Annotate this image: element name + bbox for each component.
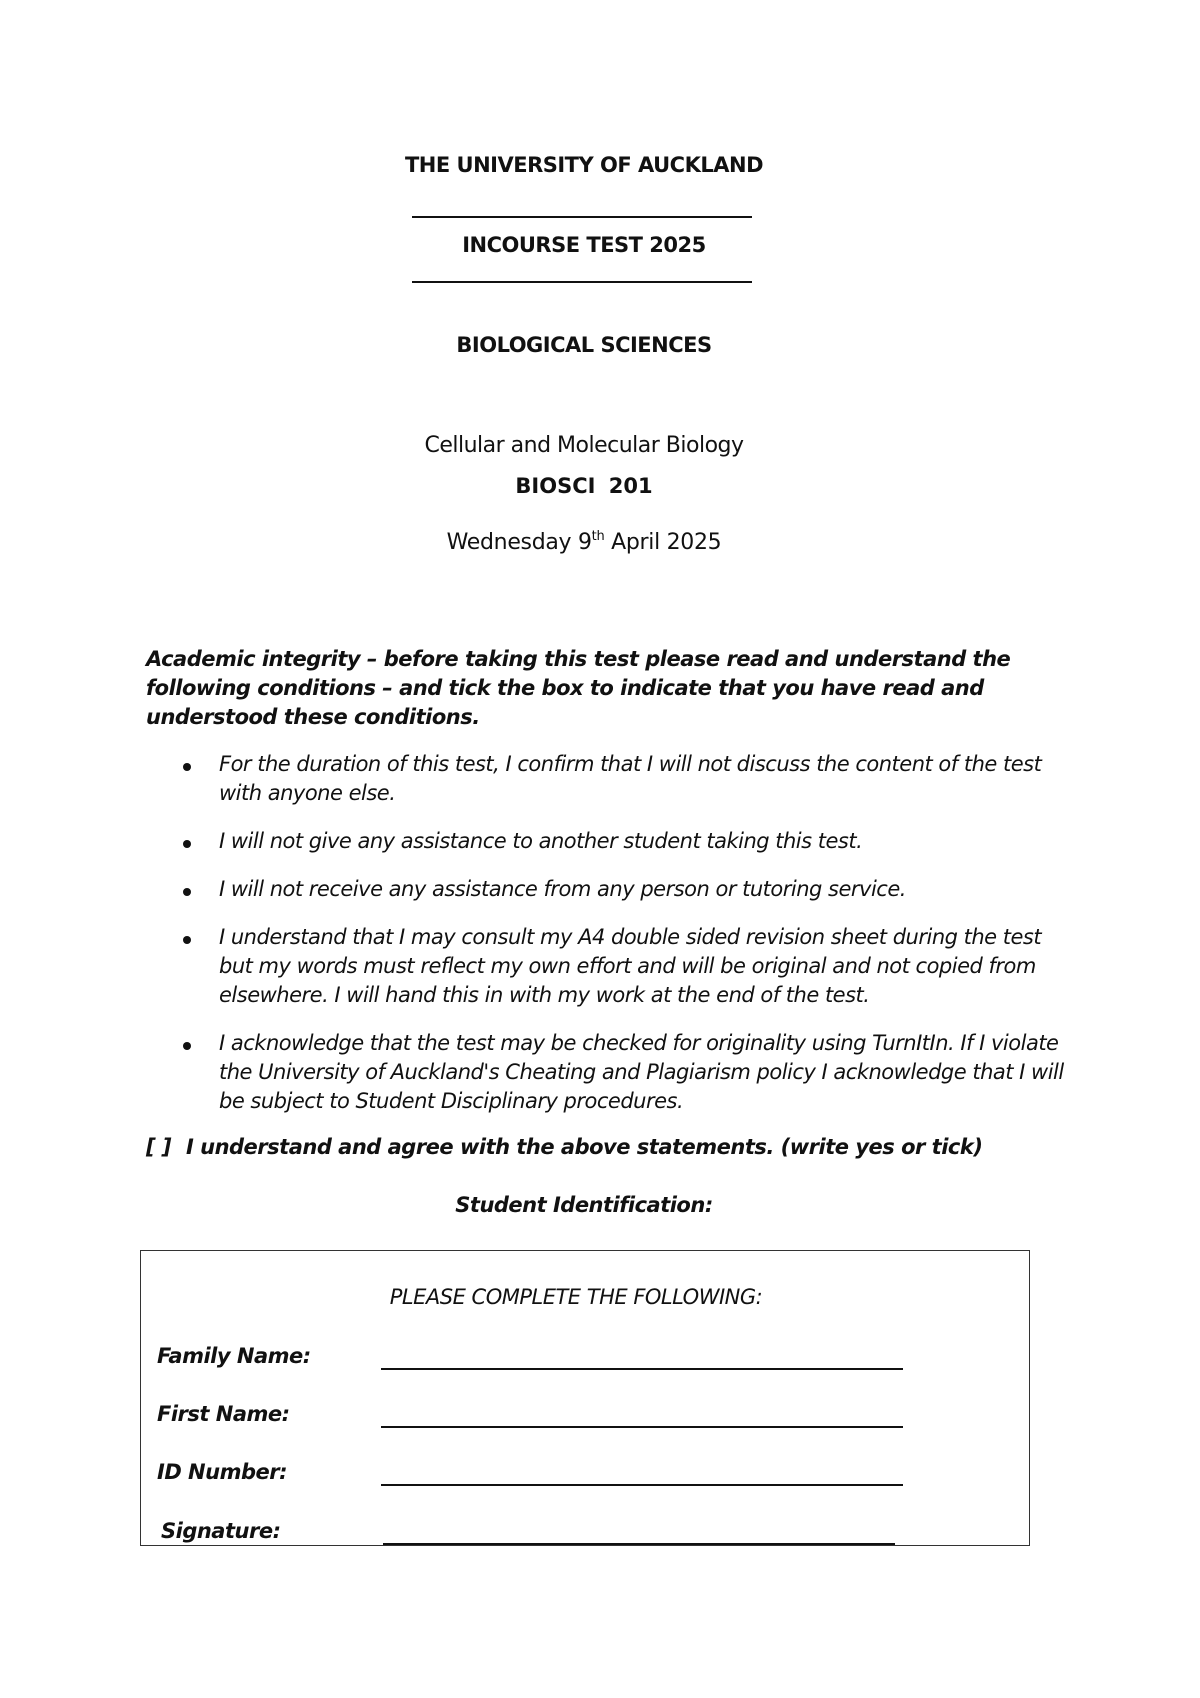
first-name-label: First Name: [157, 1402, 290, 1426]
date-suffix: th [591, 529, 605, 544]
id-number-label: ID Number: [157, 1460, 287, 1484]
condition-text: I will not receive any assistance from any person or tutoring service. [219, 877, 906, 901]
agreement-statement [146, 1135, 1106, 1159]
id-number-field[interactable] [381, 1484, 903, 1486]
student-identification-heading: Student Identification: [455, 1193, 713, 1217]
agreement-text: I understand and agree with the above statements. (write yes or tick) [186, 1135, 983, 1159]
integrity-conditions-list [146, 750, 1076, 1135]
integrity-heading: Academic integrity – before taking this test please read and understand the following conditions – and tick the box to indicate that you have read and understood these conditions. [146, 647, 1011, 729]
university-title: THE UNIVERSITY OF AUCKLAND [404, 153, 764, 177]
condition-text: I will not give any assistance to another student taking this test. [219, 829, 863, 853]
condition-text: I acknowledge that the test may be checked for originality using TurnItIn. If I violate the University of Auckland's Cheating and Plagiarism policy I acknowledge that I will be subject to Student Disciplinary procedures. [219, 1031, 1064, 1113]
bullet-icon [183, 763, 191, 771]
bullet-icon [183, 936, 191, 944]
bullet-icon [183, 1042, 191, 1050]
condition-text: For the duration of this test, I confirm that I will not discuss the content of the test with anyone else. [219, 752, 1042, 805]
header-divider-bottom [412, 281, 752, 283]
student-details-form [140, 1250, 1030, 1546]
course-title: Cellular and Molecular Biology [424, 433, 744, 458]
condition-item [146, 923, 1076, 1010]
date-rest: April 2025 [604, 530, 722, 555]
date-day: Wednesday 9 [446, 530, 592, 555]
header-divider-top [412, 216, 752, 218]
signature-label: Signature: [161, 1519, 281, 1543]
faculty-title: BIOLOGICAL SCIENCES [456, 333, 712, 357]
condition-item [146, 1029, 1076, 1116]
first-name-field[interactable] [381, 1426, 903, 1428]
course-code: BIOSCI 201 [515, 474, 653, 498]
bullet-icon [183, 888, 191, 896]
form-title: PLEASE COMPLETE THE FOLLOWING: [389, 1285, 763, 1309]
agreement-checkbox[interactable]: [ ] [146, 1135, 172, 1159]
test-date [0, 530, 1168, 555]
family-name-label: Family Name: [157, 1344, 311, 1368]
family-name-field[interactable] [381, 1368, 903, 1370]
condition-item [146, 875, 1076, 904]
condition-text: I understand that I may consult my A4 double sided revision sheet during the test but my words must reflect my own effort and will be original and not copied from elsewhere. I will hand this in with my work at the end of the test. [219, 925, 1042, 1007]
test-title: INCOURSE TEST 2025 [462, 233, 706, 257]
bullet-icon [183, 840, 191, 848]
condition-item [146, 827, 1076, 856]
condition-item [146, 750, 1076, 808]
signature-field[interactable] [383, 1543, 895, 1545]
